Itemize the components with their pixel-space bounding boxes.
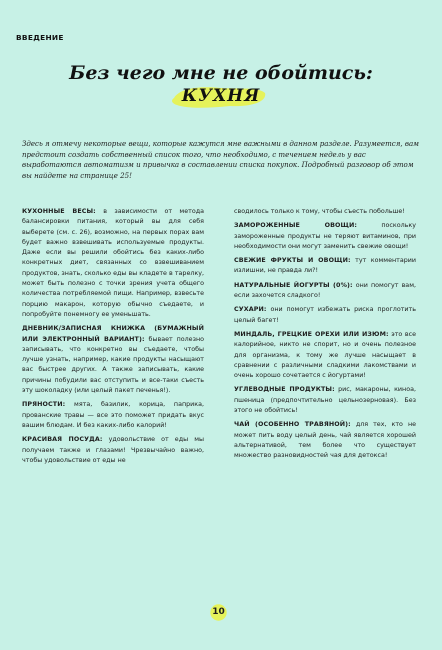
paragraph <box>234 305 416 326</box>
paragraph-text: они помогут избежать риска проглотить целый багет! <box>234 306 416 324</box>
paragraph <box>234 420 416 461</box>
paragraph-text: поскольку замороженные продукты не теряют витаминов, при необходимости они могут заменить свежие овощи! <box>234 222 416 250</box>
paragraph-term: КУХОННЫЕ ВЕСЫ: <box>22 208 96 215</box>
paragraph-term: НАТУРАЛЬНЫЕ ЙОГУРТЫ (0%): <box>234 281 353 289</box>
paragraph-text: тут комментарии излишни, не правда ли?! <box>234 257 416 275</box>
page-number: 10 <box>212 607 225 617</box>
paragraph <box>234 221 416 252</box>
paragraph <box>22 207 204 320</box>
page-title <box>0 62 442 106</box>
paragraph <box>234 385 416 416</box>
paragraph <box>22 400 204 431</box>
page-number-badge <box>210 604 227 621</box>
paragraph-text: это все калорийное, никто не спорит, но и очень полезное для организма, к тому же лучше насыщает в сравнении с различными сладкими лакомствами и очень хорошо сочетается с йогуртами! <box>234 330 416 380</box>
title-line-1: Без чего мне не обойтись: <box>69 62 373 84</box>
title-line-2-wrap <box>182 86 261 106</box>
paragraph-term: ЧАЙ (ОСОБЕННО ТРАВЯНОЙ): <box>234 421 351 429</box>
paragraph-term: КРАСИВАЯ ПОСУДА: <box>22 436 103 444</box>
paragraph-text: мята, базилик, корица, паприка, прованские травы — все это поможет придать вкус вашим блюдам. И без каких-либо калорий! <box>22 401 204 429</box>
paragraph <box>234 281 416 302</box>
right-column <box>234 207 416 466</box>
paragraph-text: они помогут вам, если захочется сладкого! <box>234 281 416 300</box>
paragraph <box>22 324 204 396</box>
paragraph-term: СУХАРИ: <box>234 306 267 314</box>
title-line-2: КУХНЯ <box>181 86 261 106</box>
paragraph-text: для тех, кто не может пить воду целый день, чай является хорошей альтернативой, тем более что существует множество разновидностей чая для детокса! <box>234 421 416 460</box>
paragraph-term: УГЛЕВОДНЫЕ ПРОДУКТЫ: <box>234 386 335 394</box>
paragraph <box>22 435 204 466</box>
paragraph-text: сводилось только к тому, чтобы съесть побольше! <box>234 208 405 215</box>
paragraph-text: бывает полезно записывать, что конкретно вы съедаете, чтобы лучше узнать, например, какие продукты насыщают вас быстрее других. А также записывать, какие причины побудили вас отступить и все-таки съесть эту шоколадку (или целый пакет печенья!). <box>22 335 204 395</box>
paragraph-term: ДНЕВНИК/ЗАПИСНАЯ КНИЖКА (БУМАЖНЫЙ ИЛИ ЭЛЕКТРОННЫЙ ВАРИАНТ): <box>22 325 204 343</box>
paragraph <box>234 330 416 381</box>
paragraph <box>234 207 416 217</box>
left-column <box>22 207 204 470</box>
paragraph-text: в зависимости от метода балансировки питания, который вы для себя выберете (см. с. 26), возможно, на первых порах вам будет важно взвешивать используемые продукты. Даже если вы решили обойтись без каких-либо конкретных диет, связанных со взвешиванием продуктов, знать, сколько еды вы кладете в тарелку, может быть полезно с точки зрения учета общего количества потребляемой пищи. Например, взвесьте порцию макарон, которую обычно съедаете, и попробуйте понемногу ее уменьшать. <box>22 208 204 318</box>
paragraph-text: удовольствие от еды мы получаем также и глазами! Чрезвычайно важно, чтобы удовольствие от еды не <box>22 436 204 464</box>
section-label: ВВЕДЕНИЕ <box>16 33 64 42</box>
paragraph-term: МИНДАЛЬ, ГРЕЦКИЕ ОРЕХИ ИЛИ ИЗЮМ: <box>234 330 389 338</box>
paragraph-term: СВЕЖИЕ ФРУКТЫ И ОВОЩИ: <box>234 257 351 265</box>
paragraph-term: ЗАМОРОЖЕННЫЕ ОВОЩИ: <box>234 222 358 230</box>
paragraph <box>234 256 416 277</box>
paragraph-text: рис, макароны, киноа, пшеница (предпочтительно цельнозерновая). Без этого не обойтись! <box>234 386 416 415</box>
intro-paragraph: Здесь я отмечу некоторые вещи, которые кажутся мне важными в данном разделе. Разумеется, вам предстоит создать собственный список того, что необходимо, с течением недель у вас выработаются автоматизм и привычка в составлении списка покупок. Подробный разговор об этом вы найдете на странице 25! <box>22 139 420 180</box>
paragraph-term: ПРЯНОСТИ: <box>22 401 66 409</box>
